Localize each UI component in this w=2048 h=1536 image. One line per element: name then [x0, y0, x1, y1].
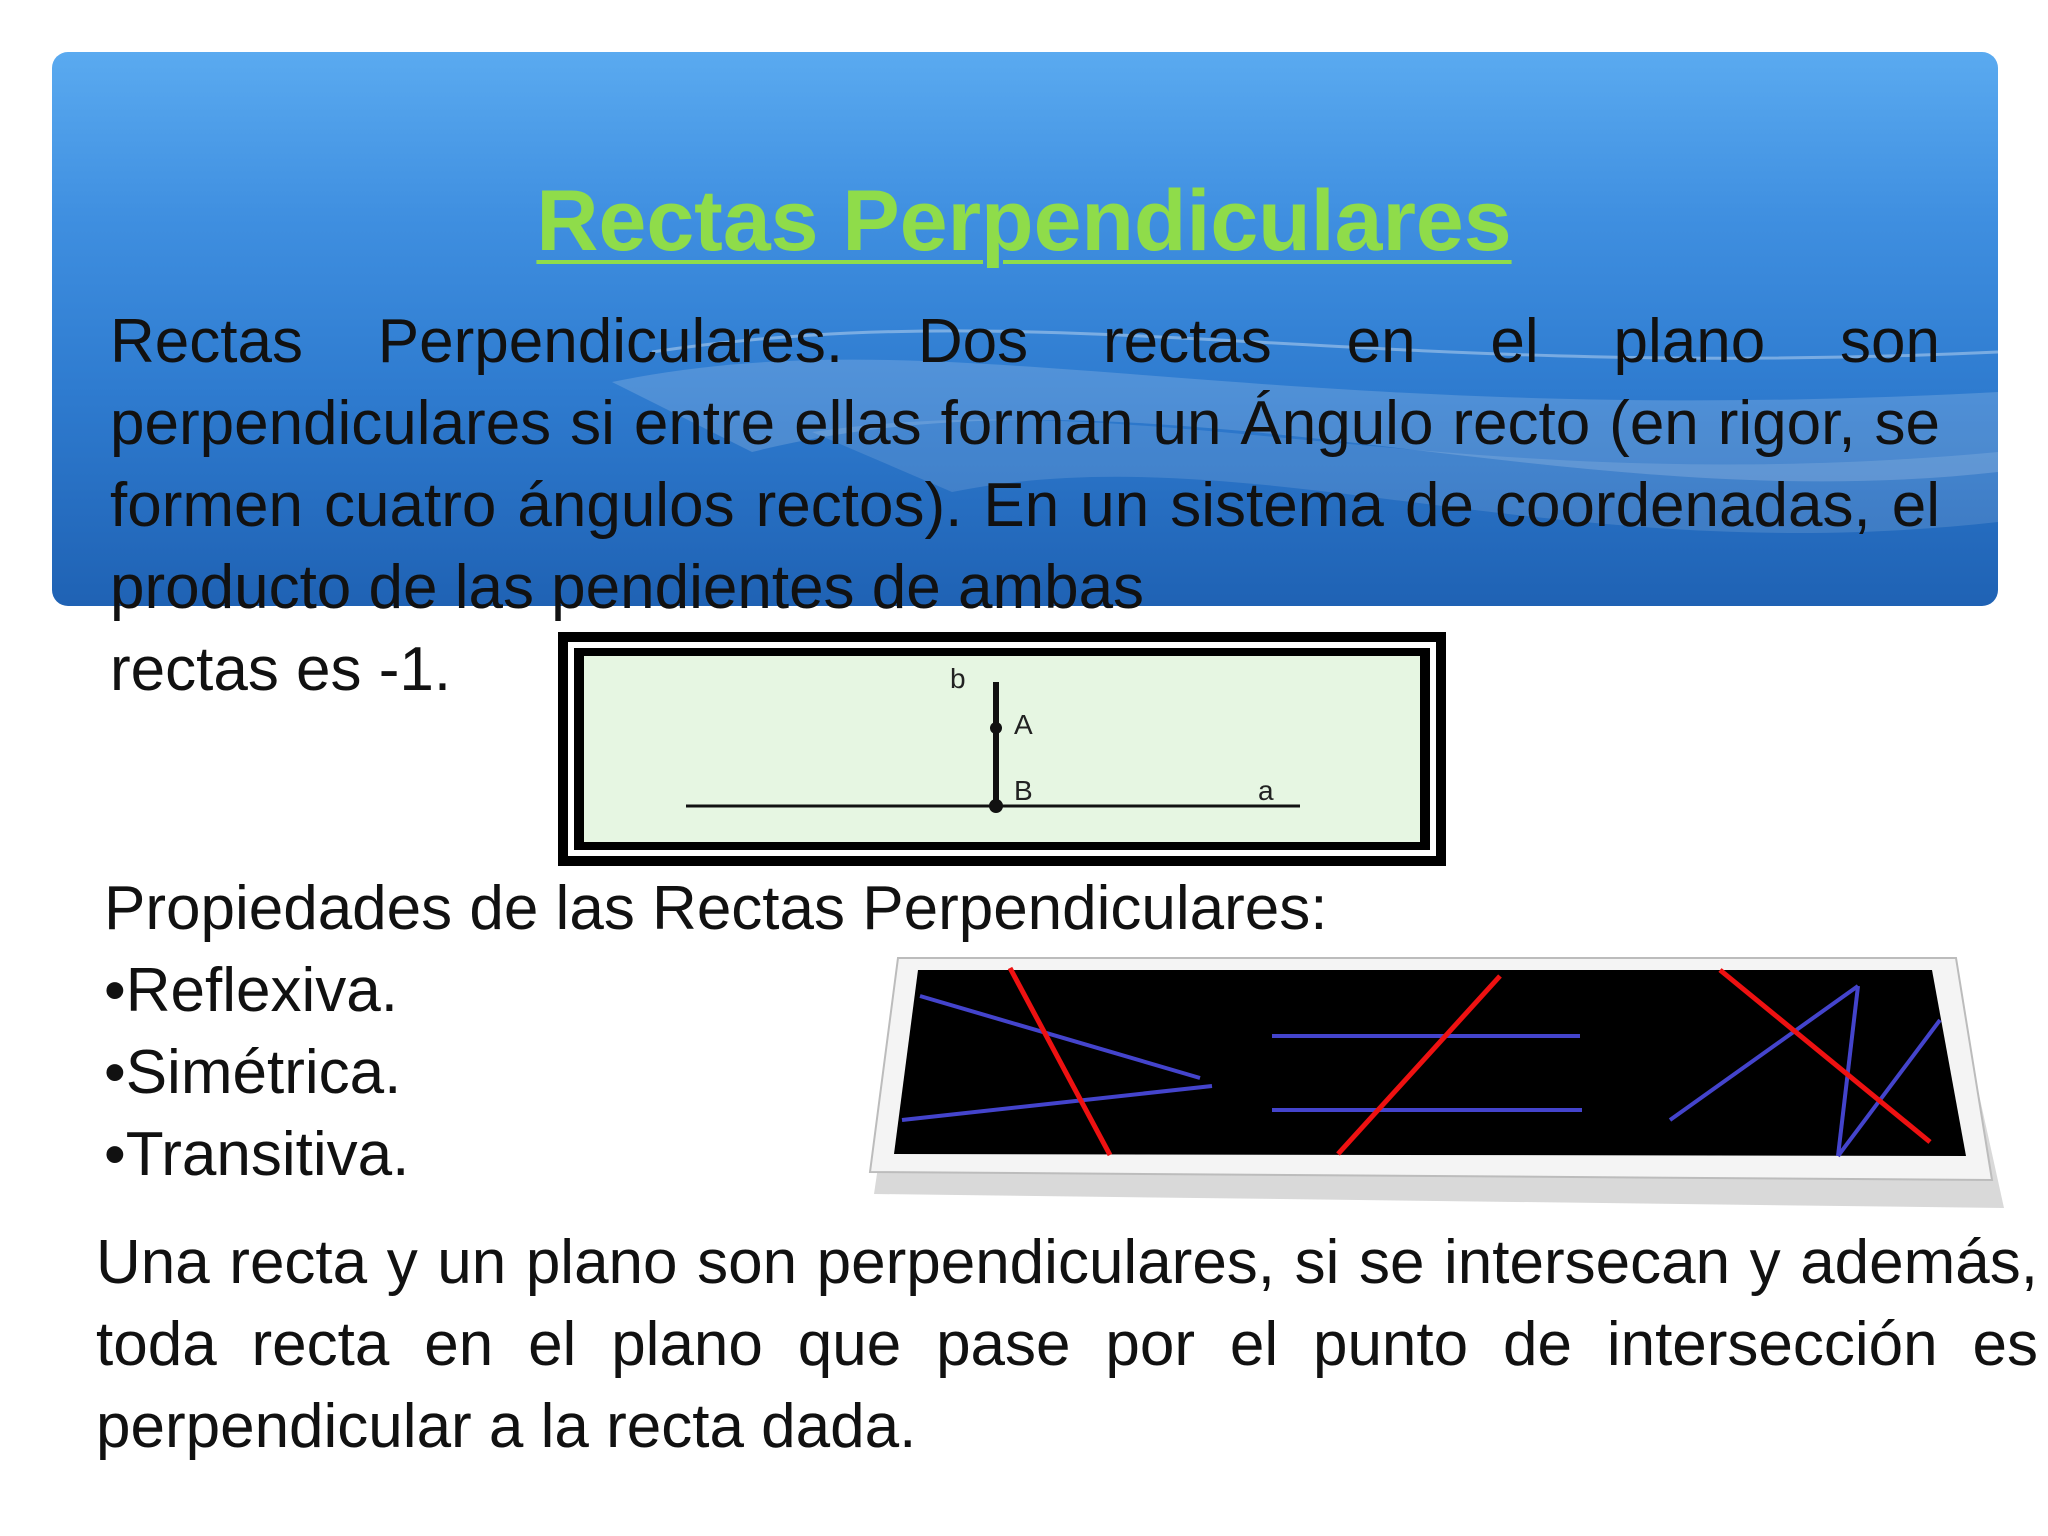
black-panel: [894, 970, 1966, 1156]
point-a-dot: [990, 722, 1002, 734]
perpendicular-lines-diagram: [558, 632, 1446, 866]
label-point-a: A: [1014, 709, 1033, 740]
label-b: b: [950, 663, 966, 694]
label-point-b: B: [1014, 775, 1033, 806]
point-b-dot: [989, 799, 1003, 813]
diagram-background: [584, 656, 1420, 842]
plane-paragraph: Una recta y un plano son perpendiculares, si se intersecan y además, toda recta en el plano que pase por el punto de intersección es perpendicular a la recta dada.: [96, 1228, 2038, 1461]
properties-list: [104, 950, 409, 1196]
label-a: a: [1258, 775, 1274, 806]
property-reflexiva: •Reflexiva.: [104, 956, 398, 1025]
properties-title: Propiedades de las Rectas Perpendiculares:: [104, 874, 1328, 943]
slide-title: Rectas Perpendiculares: [536, 173, 1512, 269]
property-transitiva: •Transitiva.: [104, 1120, 410, 1189]
definition-paragraph-end: rectas es -1.: [110, 635, 452, 704]
property-simetrica: •Simétrica.: [104, 1038, 402, 1107]
crossing-lines-image: [860, 950, 2010, 1230]
definition-paragraph: Rectas Perpendiculares. Dos rectas en el plano son perpendiculares si entre ellas forman un Ángulo recto (en rigor, se formen cuatro ángulos rectos). En un sistema de coordenadas, el producto de las pendientes de ambas: [110, 307, 1940, 622]
